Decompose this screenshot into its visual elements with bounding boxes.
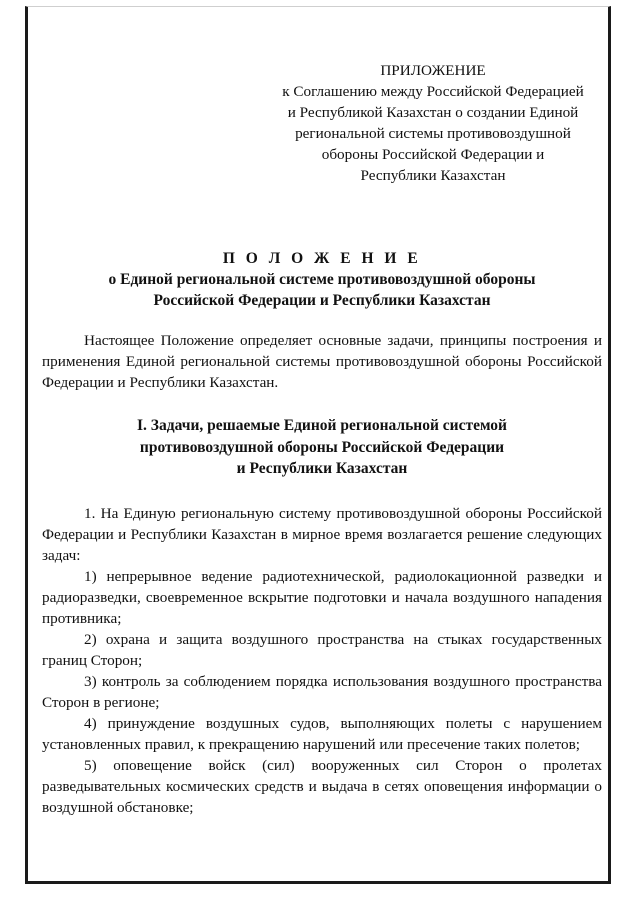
appendix-line: региональной системы противовоздушной [295,125,571,142]
appendix-block [264,60,602,186]
appendix-line: обороны Российской Федерации и [321,146,545,163]
document-subtitle-line: о Единой региональной системе противовоздушной обороны [108,271,536,288]
document-subtitle [42,269,602,311]
appendix-line: к Соглашению между Российской Федерацией [282,83,584,100]
list-item: 2) охрана и защита воздушного пространства на стыках государственных границ Сторон; [42,630,602,669]
list-item: 5) оповещение войск (сил) вооруженных сил Сторон о пролетах разведывательных космических средств и выдача в сетях оповещения информации о воздушной обстановке; [42,756,602,816]
appendix-title: ПРИЛОЖЕНИЕ [380,62,486,79]
document-title: П О Л О Ж Е Н И Е [222,250,422,267]
section-heading-line: I. Задачи, решаемые Единой региональной системой [137,417,507,434]
list-item: 1) непрерывное ведение радиотехнической, радиолокационной разведки и радиоразведки, своевременное вскрытие подготовки и начала воздушного нападения противника; [42,567,602,627]
list-item: 3) контроль за соблюдением порядка использования воздушного пространства Сторон в регионе; [42,672,602,711]
section-heading [42,415,602,480]
document-subtitle-line: Российской Федерации и Республики Казахстан [153,292,491,309]
appendix-line: Республики Казахстан [360,167,506,184]
intro-paragraph: Настоящее Положение определяет основные задачи, принципы построения и применения Единой региональной системы противовоздушной обороны Российской Федерации и Республики Казахстан. [42,332,602,391]
document-page [42,60,602,818]
appendix-reference [264,81,602,186]
paragraph-1: 1. На Единую региональную систему противовоздушной обороны Российской Федерации и Республики Казахстан в мирное время возлагается решение следующих задач: [42,504,602,564]
section-heading-line: и Республики Казахстан [236,460,408,477]
appendix-line: и Республикой Казахстан о создании Единой [287,104,579,121]
list-item: 4) принуждение воздушных судов, выполняющих полеты с нарушением установленных правил, к прекращению нарушений или пресечение таких полетов; [42,714,602,753]
section-heading-line: противовоздушной обороны Российской Федерации [139,438,505,456]
